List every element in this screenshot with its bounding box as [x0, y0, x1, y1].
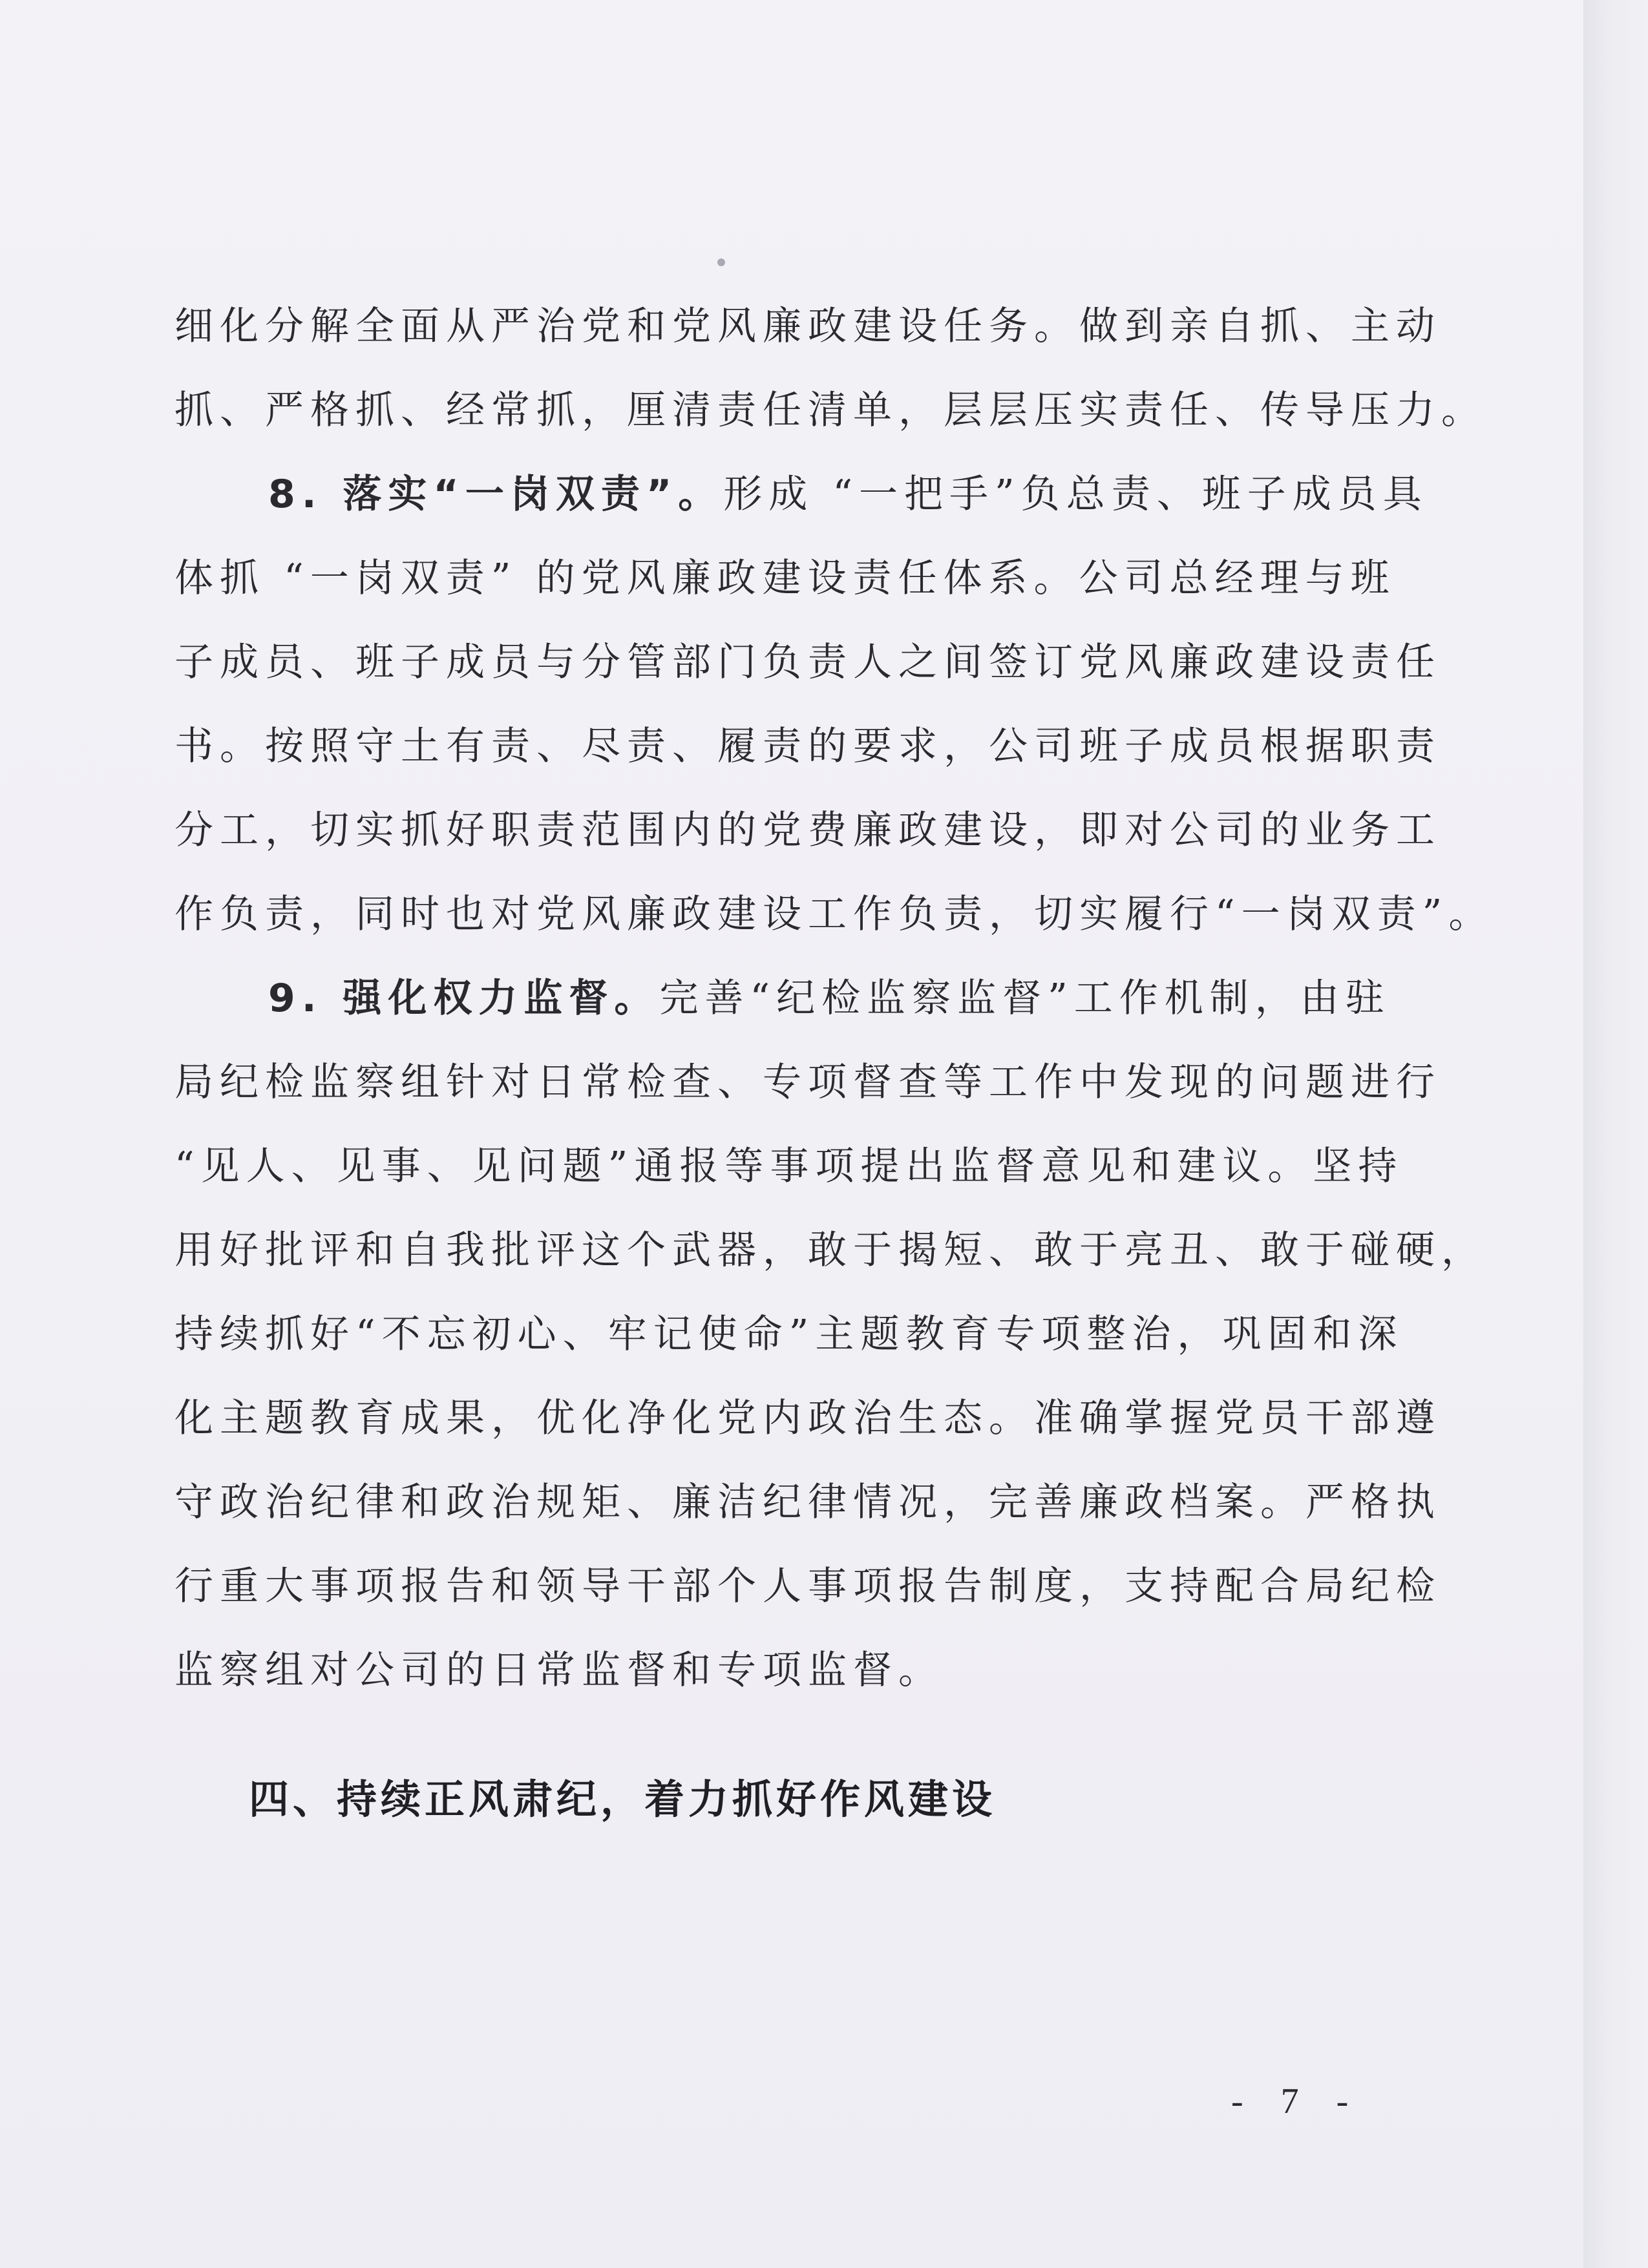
paragraph-line: 化主题教育成果，优化净化党内政治生态。准确掌握党员干部遵	[174, 1396, 1441, 1441]
paragraph-line: 作负责，同时也对党风廉政建设工作负责，切实履行“一岗双责”。	[174, 892, 1494, 937]
paragraph-line: 用好批评和自我批评这个武器，敢于揭短、敢于亮丑、敢于碰硬，	[174, 1228, 1486, 1273]
paragraph-line: 体抓 “一岗双责” 的党风廉政建设责任体系。公司总经理与班	[174, 556, 1396, 601]
page-number: - 7 -	[1231, 2081, 1363, 2121]
paragraph-8-first-line	[174, 452, 1428, 536]
section-heading: 四、持续正风肃纪，着力抓好作风建设	[249, 1776, 997, 1823]
paragraph-line: “见人、见事、见问题”通报等事项提出监督意见和建议。坚持	[174, 1144, 1404, 1189]
paragraph-line: 监察组对公司的日常监督和专项监督。	[174, 1648, 944, 1693]
paragraph-line: 抓、严格抓、经常抓，厘清责任清单，层层压实责任、传导压力。	[174, 388, 1486, 433]
paragraph-9-first-line	[174, 956, 1402, 1040]
paragraph-line: 持续抓好“不忘初心、牢记使命”主题教育专项整治，巩固和深	[174, 1312, 1404, 1357]
paragraph-line: 行重大事项报告和领导干部个人事项报告制度，支持配合局纪检	[174, 1564, 1441, 1609]
paragraph-9-title: 9. 强化权力监督。	[268, 976, 660, 1021]
paragraph-9-text: 完善“纪检监察监督”工作机制，由驻	[659, 976, 1391, 1021]
paragraph-line: 分工，切实抓好职责范围内的党费廉政建设，即对公司的业务工	[174, 808, 1441, 853]
paragraph-8-text: 形成 “一把手”负总责、班子成员具	[723, 472, 1428, 517]
paragraph-line: 守政治纪律和政治规矩、廉洁纪律情况，完善廉政档案。严格执	[174, 1480, 1441, 1525]
scan-speck	[717, 258, 725, 266]
paragraph-line: 局纪检监察组针对日常检查、专项督查等工作中发现的问题进行	[174, 1060, 1441, 1105]
paragraph-line: 细化分解全面从严治党和党风廉政建设任务。做到亲自抓、主动	[174, 304, 1441, 349]
paragraph-8-title: 8. 落实“一岗双责”。	[268, 472, 724, 517]
page-edge-shadow	[1583, 0, 1648, 2268]
paragraph-line: 子成员、班子成员与分管部门负责人之间签订党风廉政建设责任	[174, 640, 1441, 685]
body-text	[174, 284, 1494, 1712]
paragraph-line: 书。按照守土有责、尽责、履责的要求，公司班子成员根据职责	[174, 724, 1441, 769]
